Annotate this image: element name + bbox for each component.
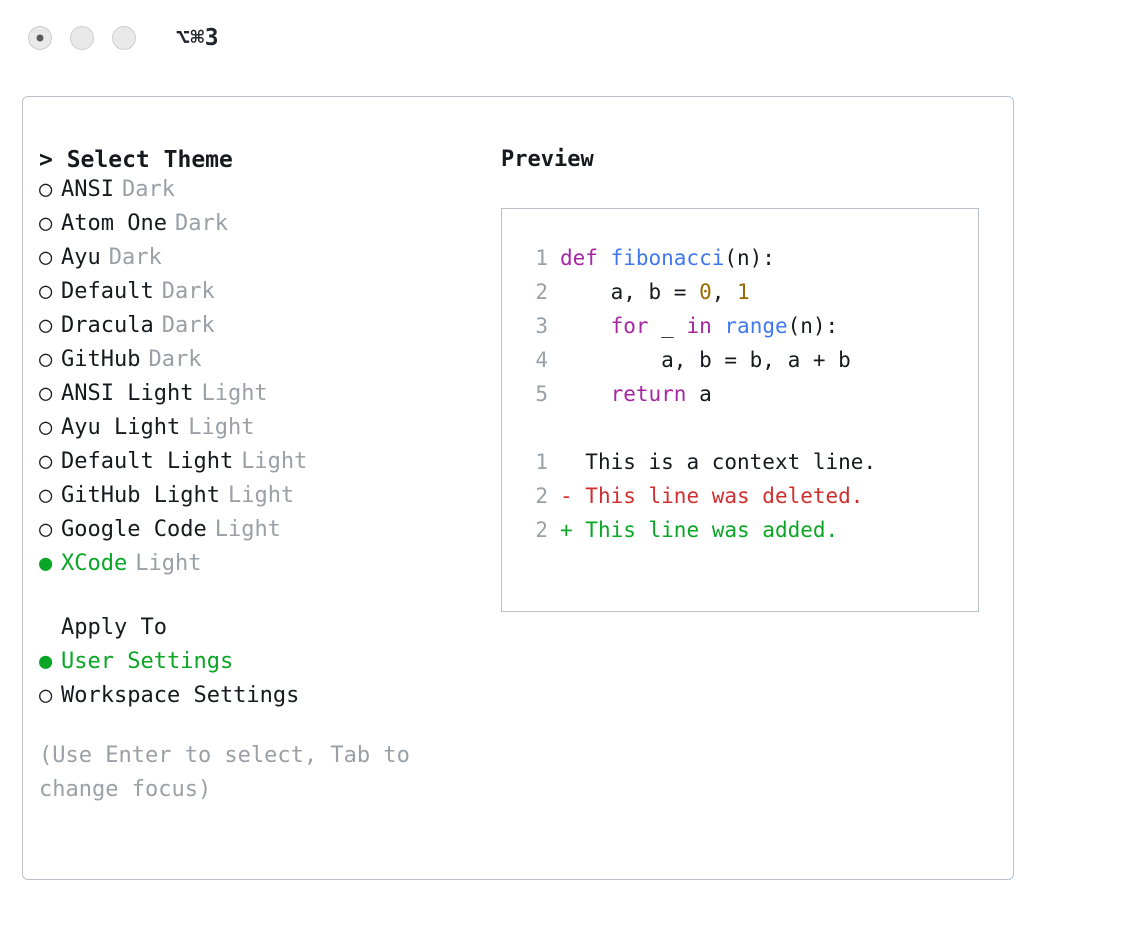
radio-unselected-icon: ○ [39, 313, 53, 338]
diff-marker: + [560, 518, 573, 542]
diff-text: This line was deleted. [572, 484, 864, 508]
window-maximize-button[interactable] [112, 26, 136, 50]
radio-unselected-icon: ○ [39, 415, 53, 440]
theme-option[interactable] [39, 309, 479, 343]
keyboard-hint: (Use Enter to select, Tab to change focus) [39, 743, 424, 802]
radio-unselected-icon: ○ [39, 483, 53, 508]
theme-option-label: Google Code [61, 517, 207, 542]
title-bar [0, 0, 1140, 76]
theme-option-tag: Dark [121, 177, 175, 202]
code-token [560, 382, 611, 406]
code-line [518, 343, 978, 377]
theme-option-label: Ayu [61, 245, 101, 270]
code-token [712, 314, 725, 338]
line-number: 2 [535, 280, 548, 304]
line-number: 5 [535, 382, 548, 406]
code-token: range [724, 314, 788, 338]
code-line [518, 241, 978, 275]
code-token: return [610, 382, 687, 406]
theme-option[interactable] [39, 513, 479, 547]
code-token: _ [648, 314, 687, 338]
diff-sample [518, 445, 978, 547]
preview-box [501, 208, 979, 612]
code-token: a [686, 382, 712, 406]
code-line [518, 275, 978, 309]
diff-marker: - [560, 484, 573, 508]
theme-option-tag: Light [227, 483, 295, 508]
window-minimize-button[interactable] [70, 26, 94, 50]
theme-option-tag: Light [241, 449, 308, 474]
theme-picker-panel [22, 96, 1014, 880]
window-shortcut-label: ⌥⌘3 [176, 25, 220, 51]
code-token: for [610, 314, 649, 338]
theme-option-tag: Light [188, 415, 255, 440]
code-line [518, 377, 978, 411]
apply-to-option-label: User Settings [61, 649, 234, 674]
diff-spacer [518, 411, 978, 445]
diff-line [518, 445, 978, 479]
diff-line [518, 479, 978, 513]
theme-option-label: GitHub Light [61, 483, 220, 508]
radio-selected-icon: ● [39, 551, 53, 576]
preview-heading: Preview [501, 147, 594, 172]
radio-unselected-icon: ○ [39, 211, 53, 236]
radio-unselected-icon: ○ [39, 245, 53, 270]
theme-option-tag: Light [135, 551, 202, 576]
radio-unselected-icon: ○ [39, 347, 53, 372]
theme-option-label: Dracula [61, 313, 154, 338]
theme-option[interactable] [39, 207, 479, 241]
theme-option-label: Default Light [61, 449, 234, 474]
code-token: (n): [787, 314, 839, 338]
theme-option-label: Atom One [61, 211, 167, 236]
diff-line [518, 513, 978, 547]
theme-option-tag: Dark [161, 313, 215, 338]
theme-option[interactable] [39, 445, 479, 479]
apply-to-heading: Apply To [61, 615, 167, 640]
code-token: fibonacci [610, 246, 725, 270]
window-close-button[interactable] [28, 26, 52, 50]
code-token: a, b = [560, 280, 700, 304]
code-token: 1 [737, 280, 750, 304]
code-token: in [686, 314, 712, 338]
theme-option-tag: Light [201, 381, 268, 406]
code-token: , [711, 280, 738, 304]
theme-option-tag: Light [214, 517, 281, 542]
radio-unselected-icon: ○ [39, 381, 53, 406]
theme-option[interactable] [39, 479, 479, 513]
theme-option[interactable] [39, 173, 479, 207]
diff-text: This is a context line. [572, 450, 877, 474]
diff-marker [560, 450, 573, 474]
line-number: 1 [535, 246, 548, 270]
line-number: 2 [535, 484, 548, 508]
code-token: def [560, 246, 611, 270]
code-token: 0 [699, 280, 712, 304]
apply-to-option[interactable] [39, 645, 479, 679]
theme-option-label: ANSI Light [61, 381, 194, 406]
line-number: 4 [535, 348, 548, 372]
diff-text: This line was added. [572, 518, 839, 542]
code-token: a, b = b, a + b [560, 348, 851, 372]
radio-unselected-icon: ○ [39, 683, 53, 708]
preview-column [501, 147, 1001, 612]
theme-list-column [39, 147, 479, 807]
theme-option-label: GitHub [61, 347, 141, 372]
apply-to-option-label: Workspace Settings [61, 683, 300, 708]
theme-option[interactable] [39, 547, 479, 581]
apply-to-list [39, 645, 479, 713]
theme-list [39, 173, 479, 581]
apply-to-option[interactable] [39, 679, 479, 713]
radio-unselected-icon: ○ [39, 177, 53, 202]
theme-option[interactable] [39, 411, 479, 445]
code-token: (n): [724, 246, 775, 270]
theme-option[interactable] [39, 275, 479, 309]
theme-option-tag: Dark [174, 211, 228, 236]
theme-option[interactable] [39, 343, 479, 377]
theme-option-tag: Dark [148, 347, 202, 372]
code-line [518, 309, 978, 343]
code-sample [518, 241, 978, 411]
theme-option-tag: Dark [108, 245, 162, 270]
line-number: 2 [535, 518, 548, 542]
radio-unselected-icon: ○ [39, 449, 53, 474]
line-number: 1 [535, 450, 548, 474]
theme-option-label: XCode [61, 551, 128, 576]
select-theme-heading: > Select Theme [39, 147, 233, 173]
theme-option-label: Ayu Light [61, 415, 181, 440]
code-token [560, 314, 611, 338]
section-spacer [39, 581, 479, 611]
radio-unselected-icon: ○ [39, 279, 53, 304]
radio-unselected-icon: ○ [39, 517, 53, 542]
radio-selected-icon: ● [39, 649, 53, 674]
theme-option-tag: Dark [161, 279, 215, 304]
theme-option[interactable] [39, 377, 479, 411]
theme-option-label: ANSI [61, 177, 114, 202]
theme-option[interactable] [39, 241, 479, 275]
line-number: 3 [535, 314, 548, 338]
theme-option-label: Default [61, 279, 154, 304]
